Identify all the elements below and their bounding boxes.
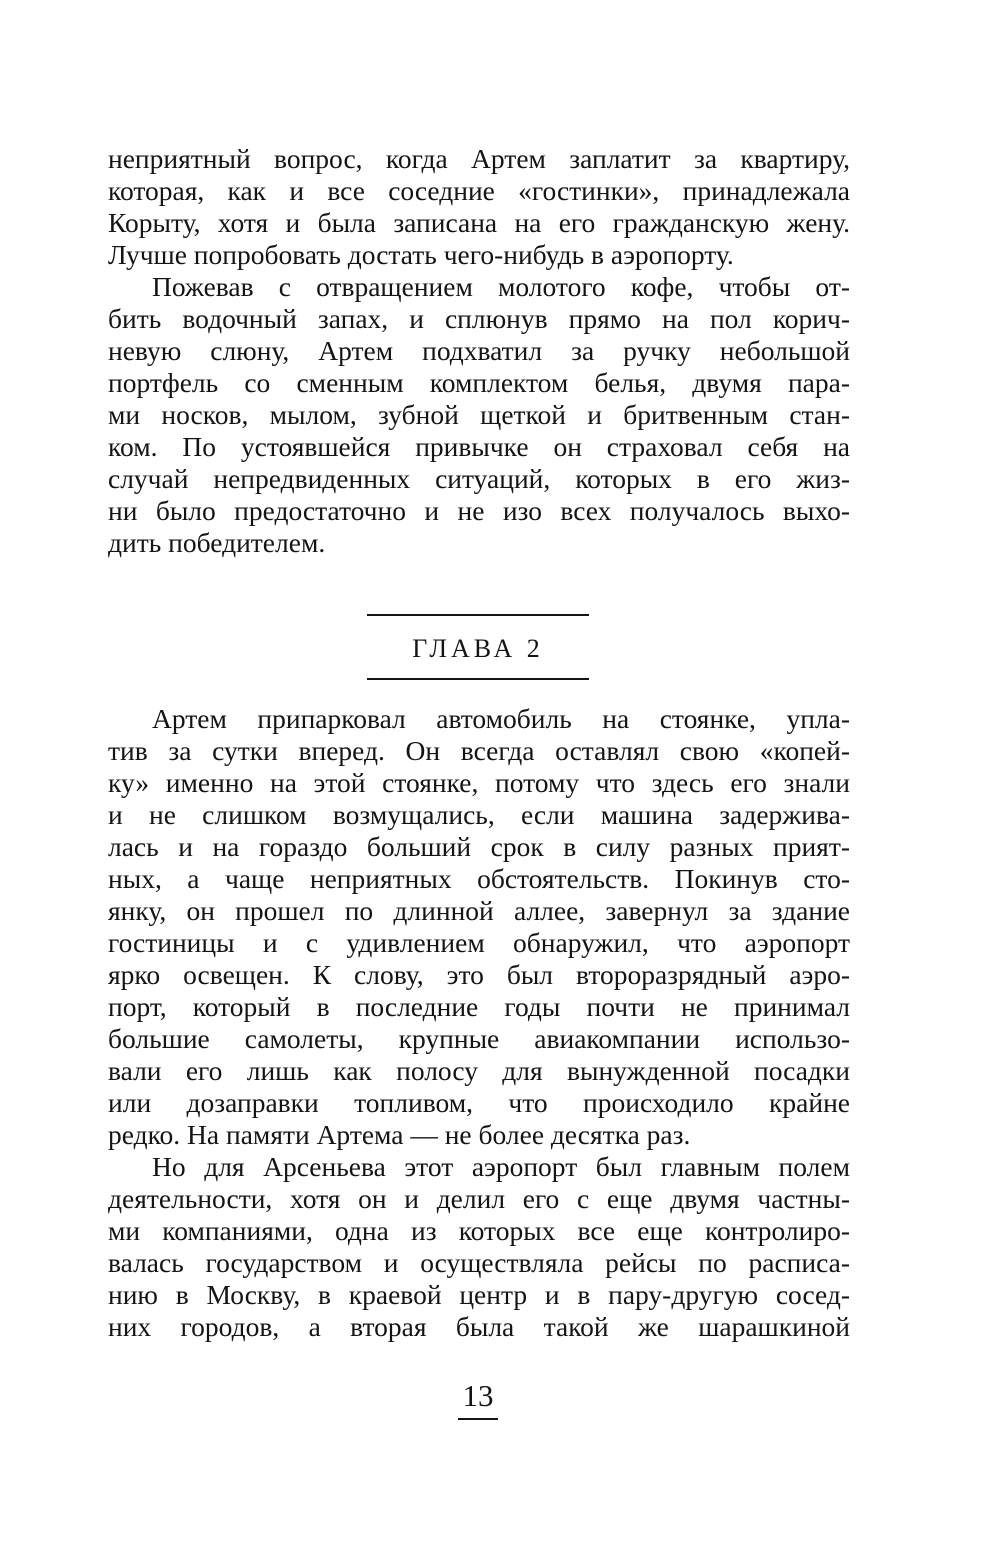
text-line: большие самолеты, крупные авиакомпании использо-	[108, 1023, 850, 1054]
text-line: Лучше попробовать достать чего-нибудь в аэропорту.	[108, 239, 734, 270]
text-line: тив за сутки вперед. Он всегда оставлял свою «копей-	[108, 735, 850, 766]
text-line: лась и на гораздо больший срок в силу разных прият-	[108, 831, 850, 862]
text-line: гостиницы и с удивлением обнаружил, что аэропорт	[108, 927, 850, 958]
text-line: порт, который в последние годы почти не принимал	[108, 991, 850, 1022]
text-line: ми компаниями, одна из которых все еще контролиро-	[108, 1215, 850, 1246]
text-block-main	[108, 703, 850, 1343]
text-block-top	[108, 143, 850, 559]
text-line: Но для Арсеньева этот аэропорт был главным полем	[152, 1151, 850, 1182]
text-line: случай непредвиденных ситуаций, которых в его жиз-	[108, 463, 850, 494]
text-line: невую слюну, Артем подхватил за ручку небольшой	[108, 335, 850, 366]
text-line: редко. На памяти Артема — не более десятка раз.	[108, 1119, 691, 1150]
text-line: валась государством и осуществляла рейсы по расписа-	[108, 1247, 850, 1278]
chapter-heading: ГЛАВА 2	[412, 634, 544, 663]
text-line: ни было предостаточно и не изо всех получалось выхо-	[108, 495, 850, 526]
text-line: деятельности, хотя он и делил его с еще двумя частны-	[108, 1183, 850, 1214]
chapter-rule-top	[367, 614, 589, 616]
text-line: дить победителем.	[108, 527, 326, 558]
text-line: и не слишком возмущались, если машина задержива-	[108, 799, 850, 830]
chapter-rule-bottom	[367, 678, 589, 680]
text-line: бить водочный запах, и сплюнув прямо на пол корич-	[108, 303, 850, 334]
text-line: ку» именно на этой стоянке, потому что здесь его знали	[108, 767, 850, 798]
text-line: ных, а чаще неприятных обстоятельств. Покинув сто-	[108, 863, 850, 894]
text-line: них городов, а вторая была такой же шарашкиной	[108, 1311, 850, 1342]
text-line: янку, он прошел по длинной аллее, завернул за здание	[108, 895, 850, 926]
text-line: Пожевав с отвращением молотого кофе, чтобы от-	[152, 271, 850, 302]
text-line: или дозаправки топливом, что происходило крайне	[108, 1087, 850, 1118]
text-line: Корыту, хотя и была записана на его гражданскую жену.	[108, 207, 850, 238]
page-number-underline	[458, 1418, 498, 1420]
text-line: неприятный вопрос, когда Артем заплатит за квартиру,	[108, 143, 850, 174]
text-line: ми носков, мылом, зубной щеткой и бритвенным стан-	[108, 399, 850, 430]
text-line: Артем припарковал автомобиль на стоянке, упла-	[152, 703, 850, 734]
text-line: ком. По устоявшейся привычке он страховал себя на	[108, 431, 850, 462]
page-number: 13	[462, 1378, 494, 1413]
text-line: ярко освещен. К слову, это был второразрядный аэро-	[108, 959, 850, 990]
text-line: нию в Москву, в краевой центр и в пару-другую сосед-	[108, 1279, 850, 1310]
text-line: которая, как и все соседние «гостинки», принадлежала	[108, 175, 850, 206]
text-line: вали его лишь как полосу для вынужденной посадки	[108, 1055, 850, 1086]
text-line: портфель со сменным комплектом белья, двумя пара-	[108, 367, 850, 398]
